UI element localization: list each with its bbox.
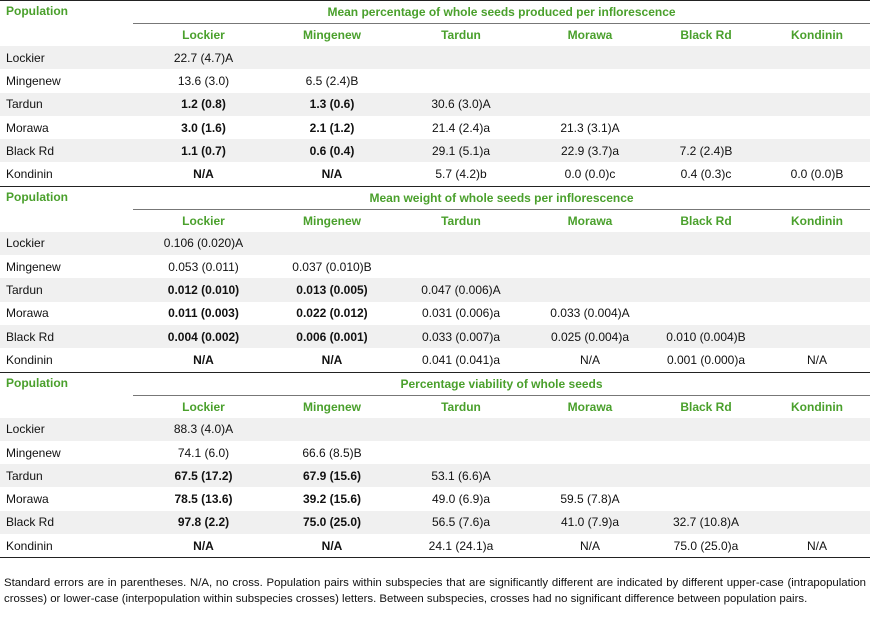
column-header: Tardun [441,213,481,228]
table-cell: 97.8 (2.2) [133,511,274,534]
column-header: Tardun [441,28,481,42]
table-cell: 0.010 (0.004)B [648,325,764,348]
row-header-label: Population [0,186,133,232]
column-header: Lockier [182,213,225,228]
table-cell [648,69,764,92]
table-row [0,348,870,372]
table-cell: N/A [321,167,343,182]
table-cell: 0.106 (0.020)A [133,232,274,255]
section-title: Mean weight of whole seeds per inflorescence [133,186,870,209]
table-footnote: Standard errors are in parentheses. N/A, no cross. Population pairs within subspecies that are significantly different are indicated by different upper-case (intrapopulation crosses) or lower-case (interpopulation within subspecies crosses) letters. Between subspecies, crosses had no significant difference between population pairs. [4,577,866,605]
table-cell [274,232,390,255]
table-row [0,418,870,441]
table-cell: N/A [274,534,390,558]
table-cell: N/A [193,167,214,182]
table-cell [648,464,764,487]
table-cell: 75.0 (25.0)a [648,534,764,558]
table-cell [390,46,532,69]
table-cell: 21.4 (2.4)a [431,120,491,135]
table-cell: 0.4 (0.3)c [680,167,732,182]
table-cell [274,418,390,441]
table-cell [532,69,648,92]
table-cell: 0.0 (0.0)B [790,167,844,182]
table-cell [764,302,870,325]
table-cell [390,255,532,278]
table-cell [532,418,648,441]
table-cell: 3.0 (1.6) [181,120,226,135]
table-cell [390,418,532,441]
table-cell: 21.3 (3.1)A [560,120,620,135]
table-cell [764,511,870,534]
table-cell [648,255,764,278]
row-label: Mingenew [6,259,61,274]
table-cell: 56.5 (7.6)a [390,511,532,534]
table-cell: 49.0 (6.9)a [431,492,491,507]
table-cell: 67.5 (17.2) [133,464,274,487]
table-cell: 22.7 (4.7)A [133,46,274,69]
column-header: Lockier [182,28,225,42]
table-cell [764,278,870,301]
table-cell: N/A [133,534,274,558]
table-cell [390,69,532,92]
table-cell: 0.033 (0.007)a [390,325,532,348]
table-row [0,255,870,278]
column-header: Morawa [567,28,613,42]
table-cell [648,93,764,116]
table-cell [764,418,870,441]
table-cell [390,441,532,464]
column-header: Black Rd [680,399,732,414]
table-cell: 0.037 (0.010)B [292,259,372,274]
table-cell: 0.041 (0.041)a [421,352,501,367]
table-cell [764,255,870,278]
table-cell: 0.047 (0.006)A [390,278,532,301]
row-label: Tardun [0,93,133,116]
table-cell: 0.022 (0.012) [296,306,368,321]
table-cell: N/A [321,352,343,367]
table-row [0,441,870,464]
table-cell: 41.0 (7.9)a [532,511,648,534]
table-row [0,162,870,186]
table-cell [648,232,764,255]
table-cell: 1.3 (0.6) [274,93,390,116]
table-cell: 24.1 (24.1)a [390,534,532,558]
table-cell [390,232,532,255]
section-header-row [0,1,870,24]
section-header-row [0,186,870,209]
table-cell [764,46,870,69]
table-cell: 78.5 (13.6) [174,492,233,507]
table-row [0,93,870,116]
column-header: Kondinin [791,399,843,414]
table-cell: 67.9 (15.6) [274,464,390,487]
table-cell: 0.012 (0.010) [133,278,274,301]
table-row [0,278,870,301]
column-header: Black Rd [680,28,732,42]
row-label: Kondinin [6,352,53,367]
table-cell: 0.004 (0.002) [133,325,274,348]
row-label: Mingenew [6,73,61,88]
table-row [0,302,870,325]
table-cell [532,46,648,69]
table-cell: 0.025 (0.004)a [532,325,648,348]
table-cell: 0.001 (0.000)a [666,352,746,367]
table-cell [648,418,764,441]
column-header: Mingenew [302,28,361,42]
column-header: Lockier [182,399,225,414]
column-header: Kondinin [791,28,843,42]
table-row [0,46,870,69]
table-cell [532,278,648,301]
table-cell [764,441,870,464]
row-label: Morawa [6,492,49,507]
table-row [0,487,870,510]
table-cell: 74.1 (6.0) [177,445,230,460]
table-cell: 0.013 (0.005) [274,278,390,301]
table-cell [648,46,764,69]
table-row [0,139,870,162]
row-label: Kondinin [0,534,133,558]
table-cell [764,232,870,255]
column-header: Mingenew [302,399,361,414]
table-cell: 13.6 (3.0) [177,73,230,88]
table-cell: 0.6 (0.4) [274,139,390,162]
table-cell: 32.7 (10.8)A [648,511,764,534]
table-cell: N/A [193,352,214,367]
table-cell [532,255,648,278]
table-cell: 59.5 (7.8)A [560,492,620,507]
table-cell: 39.2 (15.6) [302,492,362,507]
table-cell [532,232,648,255]
table-cell: 22.9 (3.7)a [532,139,648,162]
row-label: Black Rd [0,325,133,348]
row-label: Kondinin [6,167,53,182]
table-cell [532,93,648,116]
table-cell [648,302,764,325]
table-cell: 7.2 (2.4)B [648,139,764,162]
results-table-body [0,1,870,558]
table-row [0,511,870,534]
table-cell: 0.031 (0.006)a [421,306,501,321]
table-cell [648,278,764,301]
table-cell: 0.011 (0.003) [168,306,239,321]
table-cell: 0.033 (0.004)A [550,306,630,321]
table-cell: N/A [532,534,648,558]
table-cell: 2.1 (1.2) [309,120,355,135]
table-cell: 29.1 (5.1)a [390,139,532,162]
table-cell [648,441,764,464]
table-cell [274,46,390,69]
table-row [0,325,870,348]
table-row [0,69,870,92]
table-cell: N/A [807,352,828,367]
row-label: Black Rd [0,139,133,162]
table-cell: N/A [764,534,870,558]
row-label: Morawa [6,120,49,135]
table-row [0,464,870,487]
table-cell: 0.053 (0.011) [168,259,239,274]
table-row [0,116,870,139]
table-cell [764,487,870,510]
column-header: Mingenew [302,213,361,228]
table-cell [764,139,870,162]
table-cell: 0.006 (0.001) [274,325,390,348]
row-header-label: Population [0,372,133,418]
table-cell: 30.6 (3.0)A [390,93,532,116]
table-cell [648,487,764,510]
row-label: Tardun [0,464,133,487]
table-row [0,534,870,558]
table-cell: 66.6 (8.5)B [302,445,362,460]
column-header: Morawa [567,399,613,414]
section-title: Percentage viability of whole seeds [133,372,870,395]
table-cell [764,325,870,348]
column-header: Kondinin [791,213,843,228]
table-cell: 88.3 (4.0)A [133,418,274,441]
table-cell: 6.5 (2.4)B [305,73,359,88]
row-label: Tardun [0,278,133,301]
table-cell [532,441,648,464]
column-header: Tardun [441,399,481,414]
table-row [0,232,870,255]
table-cell [764,116,870,139]
column-header: Morawa [567,213,613,228]
table-cell [764,464,870,487]
row-label: Black Rd [0,511,133,534]
table-cell: 75.0 (25.0) [274,511,390,534]
table-cell [648,116,764,139]
section-title: Mean percentage of whole seeds produced per inflorescence [133,1,870,24]
table-cell: 1.2 (0.8) [133,93,274,116]
table-cell: 5.7 (4.2)b [435,167,487,182]
table-cell: N/A [579,352,600,367]
table-cell: 53.1 (6.6)A [390,464,532,487]
section-header-row [0,372,870,395]
row-header-label: Population [0,1,133,47]
row-label: Mingenew [6,445,61,460]
table-cell: 0.0 (0.0)c [564,167,616,182]
column-header: Black Rd [680,213,732,228]
row-label: Lockier [0,232,133,255]
row-label: Lockier [0,418,133,441]
table-cell [764,69,870,92]
table-cell: 1.1 (0.7) [133,139,274,162]
row-label: Lockier [0,46,133,69]
table-cell [764,93,870,116]
table-cell [532,464,648,487]
row-label: Morawa [6,306,49,321]
